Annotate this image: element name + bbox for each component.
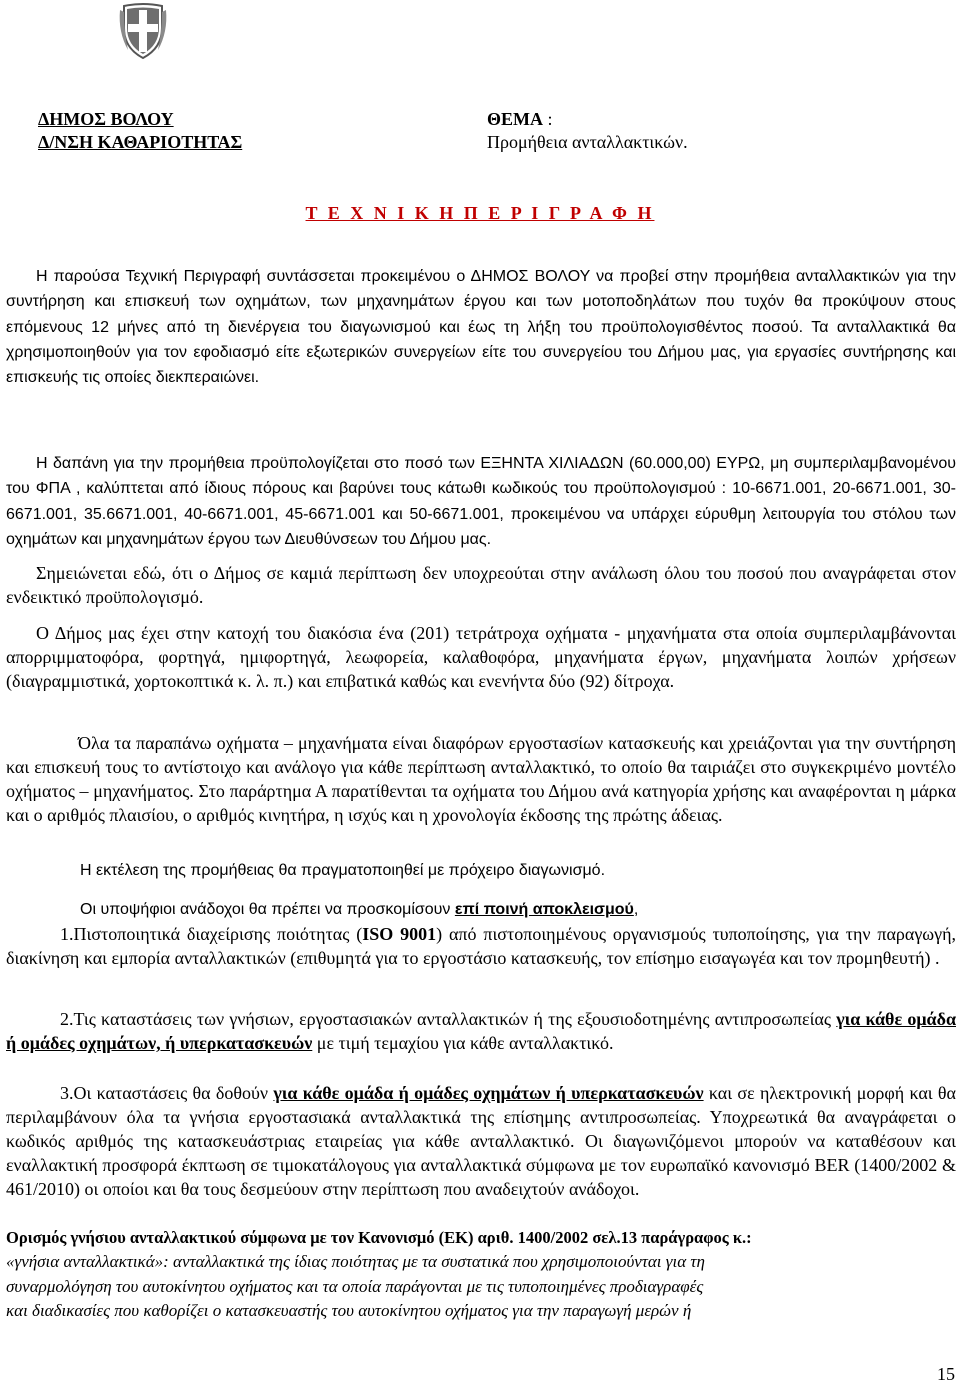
- definition-heading: Ορισμός γνήσιου ανταλλακτικού σύμφωνα με τον Κανονισμό (ΕΚ) αριθ. 1400/2002 σελ.13 παράγραφος κ.:: [6, 1228, 752, 1247]
- requirement-item-1: 1.Πιστοποιητικά διαχείρισης ποιότητας (ISO 9001) από πιστοποιημένους οργανισμούς τυποποίησης, για την παραγωγή, διακίνηση και εμπορία ανταλλακτικών (επιθυμητά για το εργοστάσιο κατασκευής, τον επίσημο εισαγωγέα και τον προμηθευτή) .: [6, 924, 956, 968]
- document-title: Τ Ε Χ Ν Ι Κ Η Π Ε Ρ Ι Γ Ρ Α Φ Η: [305, 203, 655, 223]
- paragraph-intro: Η παρούσα Τεχνική Περιγραφή συντάσσεται προκειμένου ο ΔΗΜΟΣ ΒΟΛΟΥ να προβεί στην προμήθεια ανταλλακτικών για την συντήρηση και επισκευή των οχημάτων, των μηχανημάτων έργου και των μοτοποδηλάτων που τυχόν θα προκύψουν στους επόμενους 12 μήνες από τη διενέργεια του διαγωνισμού και έως τη λήξη του προϋπολογισθέντος ποσού. Τα ανταλλακτικά θα χρησιμοποιηθούν για τον εφοδιασμό είτε εξωτερικών συνεργείων είτε του συνεργείου του Δήμου μας, για εργασίες συντήρησης και επισκευής τις οποίες διεκπεραιώνει.: [6, 268, 956, 387]
- item-2-emphasis: για κάθε ομάδα ή ομάδες οχημάτων, ή υπερκατασκευών: [6, 1009, 956, 1053]
- paragraph-requirements: Οι υποψήφιοι ανάδοχοι θα πρέπει να προσκομίσουν επί ποινή αποκλεισμού,: [80, 901, 639, 918]
- requirement-item-2: 2.Τις καταστάσεις των γνήσιων, εργοστασιακών ανταλλακτικών ή της εξουσιοδοτημένης αντιπροσωπείας για κάθε ομάδα ή ομάδες οχημάτων, ή υπερκατασκευών με τιμή τεμαχίου για κάθε ανταλλακτικό.: [6, 1009, 956, 1053]
- paragraph-fleet: Ο Δήμος μας έχει στην κατοχή του διακόσια ένα (201) τετράτροχα οχήματα - μηχανήματα στα οποία συμπεριλαμβάνονται απορριμματοφόρα, φορτηγά, ημιφορτηγά, λεωφορεία, καλαθοφόρα, μηχανήματα έργων, μηχανήματα λοιπών χρήσεων (διαγραμμιστικά, χορτοκοπτικά κ. λ. π.) και επιβατικά καθώς και ενενήντα δύο (92) δίτροχα.: [6, 623, 956, 691]
- exclusion-emphasis: επί ποινή αποκλεισμού: [454, 901, 634, 918]
- paragraph-budget: Η δαπάνη για την προμήθεια προϋπολογίζεται στο ποσό των ΕΞΗΝΤΑ ΧΙΛΙΑΔΩΝ (60.000,00) ΕΥΡΩ, μη συμπεριλαμβανομένου του ΦΠΑ , καλύπτεται από ίδιους πόρους και βαρύνει τους κάτωθι κωδικούς του προϋπολογισμού : 10-6671.001, 20-6671.001, 30-6671.001, 35.6671.001, 40-6671.001, 45-6671.001 και 50-6671.001, προκειμένου να υπάρχει εύρυθμη λειτουργία του στόλου των οχημάτων και μηχανημάτων έργου των Διευθύνσεων του Δήμου μας.: [6, 455, 956, 548]
- item-3-emphasis: για κάθε ομάδα ή ομάδες οχημάτων ή υπερκατασκευών: [273, 1083, 704, 1103]
- definition-text: «γνήσια ανταλλακτικά»: ανταλλακτικά της ίδιας ποιότητας με τα συστατικά που χρησιμοποιούνται για τη συναρμολόγηση του αυτοκίνητου οχήματος και τα οποία παράγονται με τις τυποποιημένες προδιαγραφές και διαδικασίες που καθορίζει ο κατασκευαστής του αυτοκίνητου οχήματος για την παραγωγή μερών ή: [6, 1252, 705, 1320]
- subject-text: Προμήθεια ανταλλακτικών.: [487, 132, 688, 152]
- subject-colon: :: [543, 109, 553, 129]
- organization-header: [38, 108, 242, 154]
- iso-emphasis: ISO 9001: [362, 924, 437, 944]
- subject-header: [487, 108, 688, 154]
- org-name: ΔΗΜΟΣ ΒΟΛΟΥ: [38, 109, 174, 129]
- greek-coat-of-arms-icon: [118, 2, 168, 60]
- page-number: 15: [937, 1364, 955, 1384]
- paragraph-procedure: Η εκτέλεση της προμήθειας θα πραγματοποιηθεί με πρόχειρο διαγωνισμό.: [80, 862, 606, 879]
- paragraph-vehicles: Όλα τα παραπάνω οχήματα – μηχανήματα είναι διαφόρων εργοστασίων κατασκευής και χρειάζονται για την συντήρηση και επισκευή τους το αντίστοιχο και ανάλογο για κάθε περίπτωση ανταλλακτικό, το οποίο θα ταιριάζει στο συγκεκριμένο μοντέλο οχήματος – μηχανήματος. Στο παράρτημα Α παρατίθενται τα οχήματα του Δήμου ανά κατηγορία χρήσης και αναφέρονται η μάρκα και ο αριθμός πλαισίου, ο αριθμός κινητήρα, η ισχύς και η χρονολογία έκδοσης της πρώτης άδειας.: [6, 733, 956, 825]
- org-department: Δ/ΝΣΗ ΚΑΘΑΡΙΟΤΗΤΑΣ: [38, 132, 243, 152]
- subject-label: ΘΕΜΑ: [487, 109, 543, 129]
- paragraph-note: Σημειώνεται εδώ, ότι ο Δήμος σε καμιά περίπτωση δεν υποχρεούται στην ανάλωση όλου του ποσού που αναγράφεται στον ενδεικτικό προϋπολογισμό.: [6, 563, 956, 607]
- requirement-item-3: 3.Οι καταστάσεις θα δοθούν για κάθε ομάδα ή ομάδες οχημάτων ή υπερκατασκευών και σε ηλεκτρονική μορφή και θα περιλαμβάνουν όλα τα γνήσια εργοστασιακά ανταλλακτικά της επίσημης αντιπροσωπείας. Υποχρεωτικά θα αναγράφεται ο κωδικός αριθμός της κατασκευάστριας εταιρείας για κάθε ανταλλακτικό. Οι διαγωνιζόμενοι μπορούν να καταθέσουν και εναλλακτική προσφορά έκπτωση σε τιμοκατάλογους για ανταλλακτικά σύμφωνα με τον ευρωπαϊκό κανονισμό BER (1400/2002 & 461/2010) οι οποίοι και θα τους δεσμεύουν στην περίπτωση που αναδειχτούν ανάδοχοι.: [6, 1083, 956, 1199]
